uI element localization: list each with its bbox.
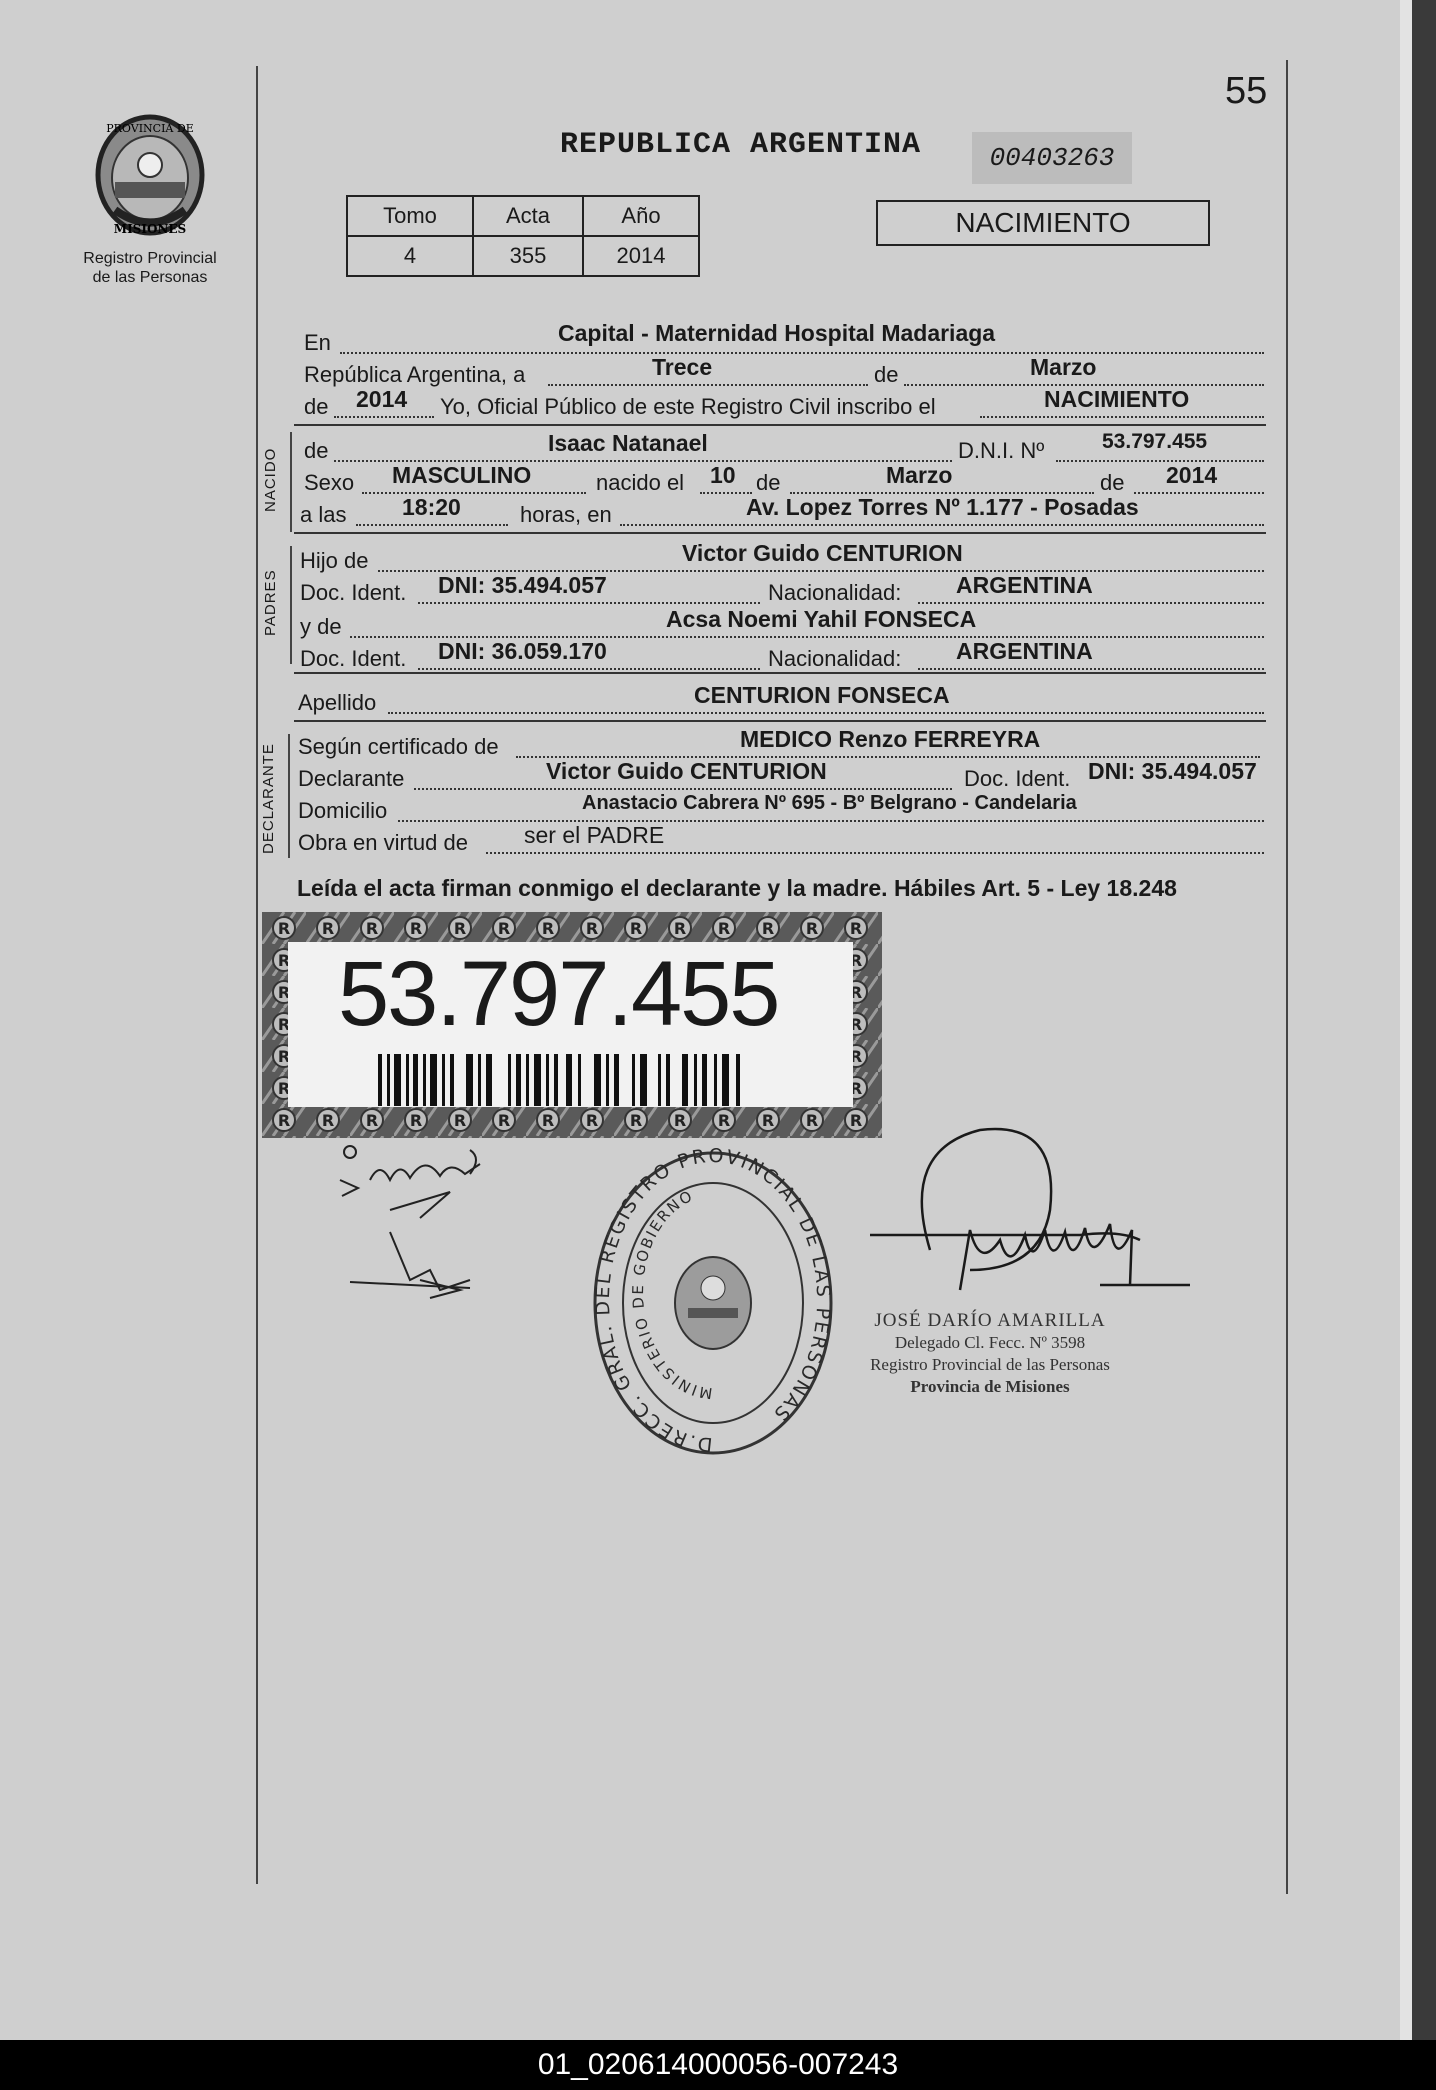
medical-certificate: MEDICO Renzo FERREYRA xyxy=(740,726,1041,752)
logo-caption: Registro Provincial de las Personas xyxy=(83,250,217,286)
tomo-value: 4 xyxy=(347,236,473,276)
official-office: Registro Provincial de las Personas xyxy=(870,1355,1110,1374)
page-number: 55 xyxy=(1225,70,1268,112)
registration-year: 2014 xyxy=(356,386,408,412)
birth-place: Av. Lopez Torres Nº 1.177 - Posadas xyxy=(746,494,1139,520)
tomo-header: Tomo xyxy=(347,196,473,236)
page-edge xyxy=(1400,0,1412,2040)
official-name: JOSÉ DARÍO AMARILLA xyxy=(874,1310,1106,1331)
label-doc-ident-mother: Doc. Ident. xyxy=(300,646,407,671)
anio-value: 2014 xyxy=(583,236,699,276)
birth-registration-place: Capital - Maternidad Hospital Madariaga xyxy=(558,320,996,346)
label-doc-ident-declarant: Doc. Ident. xyxy=(964,766,1071,791)
declarant-doc: DNI: 35.494.057 xyxy=(1088,758,1257,784)
label-declarante: Declarante xyxy=(298,766,405,791)
label-sexo: Sexo xyxy=(304,470,355,495)
label-y-de: y de xyxy=(300,614,342,639)
section-bracket xyxy=(288,734,290,858)
declarant-signature-icon xyxy=(330,1140,530,1320)
section-divider xyxy=(294,672,1266,674)
sticker-dni-number: 53.797.455 xyxy=(338,943,779,1045)
document-type-box: NACIMIENTO xyxy=(876,200,1210,246)
birth-month: Marzo xyxy=(886,462,953,488)
section-label-declarante: DECLARANTE xyxy=(260,743,277,854)
serial-number: 00403263 xyxy=(972,132,1132,184)
official-province: Provincia de Misiones xyxy=(910,1377,1070,1396)
father-nationality: ARGENTINA xyxy=(956,572,1093,598)
footer-file-code: 01_020614000056-007243 xyxy=(0,2040,1436,2090)
label-inscribo: Yo, Oficial Público de este Registro Civil inscribo el xyxy=(440,394,936,419)
label-de-birth-year: de xyxy=(1100,470,1125,495)
birth-time: 18:20 xyxy=(402,494,461,520)
provincial-logo xyxy=(60,110,240,287)
section-divider xyxy=(294,424,1266,426)
father-name: Victor Guido CENTURION xyxy=(682,540,963,566)
label-de: de xyxy=(874,362,899,387)
official-signature-icon xyxy=(860,1120,1200,1340)
official-stamp xyxy=(588,1148,838,1458)
acta-header: Acta xyxy=(473,196,583,236)
label-nacido-el: nacido el xyxy=(596,470,685,495)
official-role: Delegado Cl. Fecc. Nº 3598 xyxy=(894,1333,1086,1352)
section-bracket xyxy=(290,546,292,664)
stamp-seal-icon xyxy=(588,1148,838,1458)
registration-month: Marzo xyxy=(1030,354,1097,380)
section-label-padres: PADRES xyxy=(262,569,279,636)
svg-text:D.RECC. GRAL. DEL REGISTRO PRO: D.RECC. GRAL. DEL REGISTRO PROVINCIAL DE LAS PERSONAS xyxy=(591,1148,835,1456)
label-de-name: de xyxy=(304,438,329,463)
label-de-year: de xyxy=(304,394,329,419)
registration-day: Trece xyxy=(652,354,713,380)
child-dni: 53.797.455 xyxy=(1102,430,1208,453)
label-dni: D.N.I. Nº xyxy=(958,438,1045,463)
section-label-nacido: NACIDO xyxy=(262,447,279,512)
label-hijo-de: Hijo de xyxy=(300,548,369,573)
registry-table xyxy=(346,195,700,277)
mother-doc: DNI: 36.059.170 xyxy=(438,638,607,664)
label-republica: República Argentina, a xyxy=(304,362,526,387)
birth-day: 10 xyxy=(710,462,736,488)
sticker-label xyxy=(288,942,853,1107)
label-a-las: a las xyxy=(300,502,347,527)
official-signature-block xyxy=(830,1310,1150,1398)
father-doc: DNI: 35.494.057 xyxy=(438,572,607,598)
label-segun-certificado: Según certificado de xyxy=(298,734,499,759)
section-divider xyxy=(294,720,1266,722)
surname: CENTURION FONSECA xyxy=(694,682,950,708)
mother-name: Acsa Noemi Yahil FONSECA xyxy=(666,606,977,632)
label-horas-en: horas, en xyxy=(520,502,612,527)
section-divider xyxy=(294,532,1266,534)
label-en: En xyxy=(304,330,331,355)
scanner-border xyxy=(1412,0,1436,2040)
svg-text:MISIONES: MISIONES xyxy=(113,222,187,236)
label-apellido: Apellido xyxy=(298,690,377,715)
label-domicilio: Domicilio xyxy=(298,798,388,823)
acta-value: 355 xyxy=(473,236,583,276)
dni-sticker xyxy=(262,912,882,1138)
label-nacionalidad-father: Nacionalidad: xyxy=(768,580,902,605)
declarant-reason: ser el PADRE xyxy=(524,822,665,848)
label-obra-en-virtud: Obra en virtud de xyxy=(298,830,468,855)
child-name: Isaac Natanael xyxy=(548,430,708,456)
birth-year: 2014 xyxy=(1166,462,1218,488)
section-bracket xyxy=(290,432,292,532)
anio-header: Año xyxy=(583,196,699,236)
declarant-address: Anastacio Cabrera Nº 695 - Bº Belgrano - Candelaria xyxy=(582,792,1077,814)
svg-text:MINISTERIO DE GOBIERNO: MINISTERIO DE GOBIERNO xyxy=(628,1186,714,1403)
misiones-seal-icon xyxy=(85,110,215,240)
act-type: NACIMIENTO xyxy=(1044,386,1190,412)
barcode-icon xyxy=(378,1054,748,1106)
declarant-name: Victor Guido CENTURION xyxy=(546,758,827,784)
label-doc-ident-father: Doc. Ident. xyxy=(300,580,407,605)
svg-text:PROVINCIA DE: PROVINCIA DE xyxy=(106,122,194,135)
document-title: REPUBLICA ARGENTINA xyxy=(560,128,922,162)
mother-nationality: ARGENTINA xyxy=(956,638,1093,664)
right-margin-line xyxy=(1286,60,1288,1894)
label-nacionalidad-mother: Nacionalidad: xyxy=(768,646,902,671)
closing-statement: Leída el acta firman conmigo el declarante y la madre. Hábiles Art. 5 - Ley 18.248 xyxy=(297,875,1177,901)
label-de-month: de xyxy=(756,470,781,495)
child-sex: MASCULINO xyxy=(392,462,532,488)
left-margin-line xyxy=(256,66,258,1884)
